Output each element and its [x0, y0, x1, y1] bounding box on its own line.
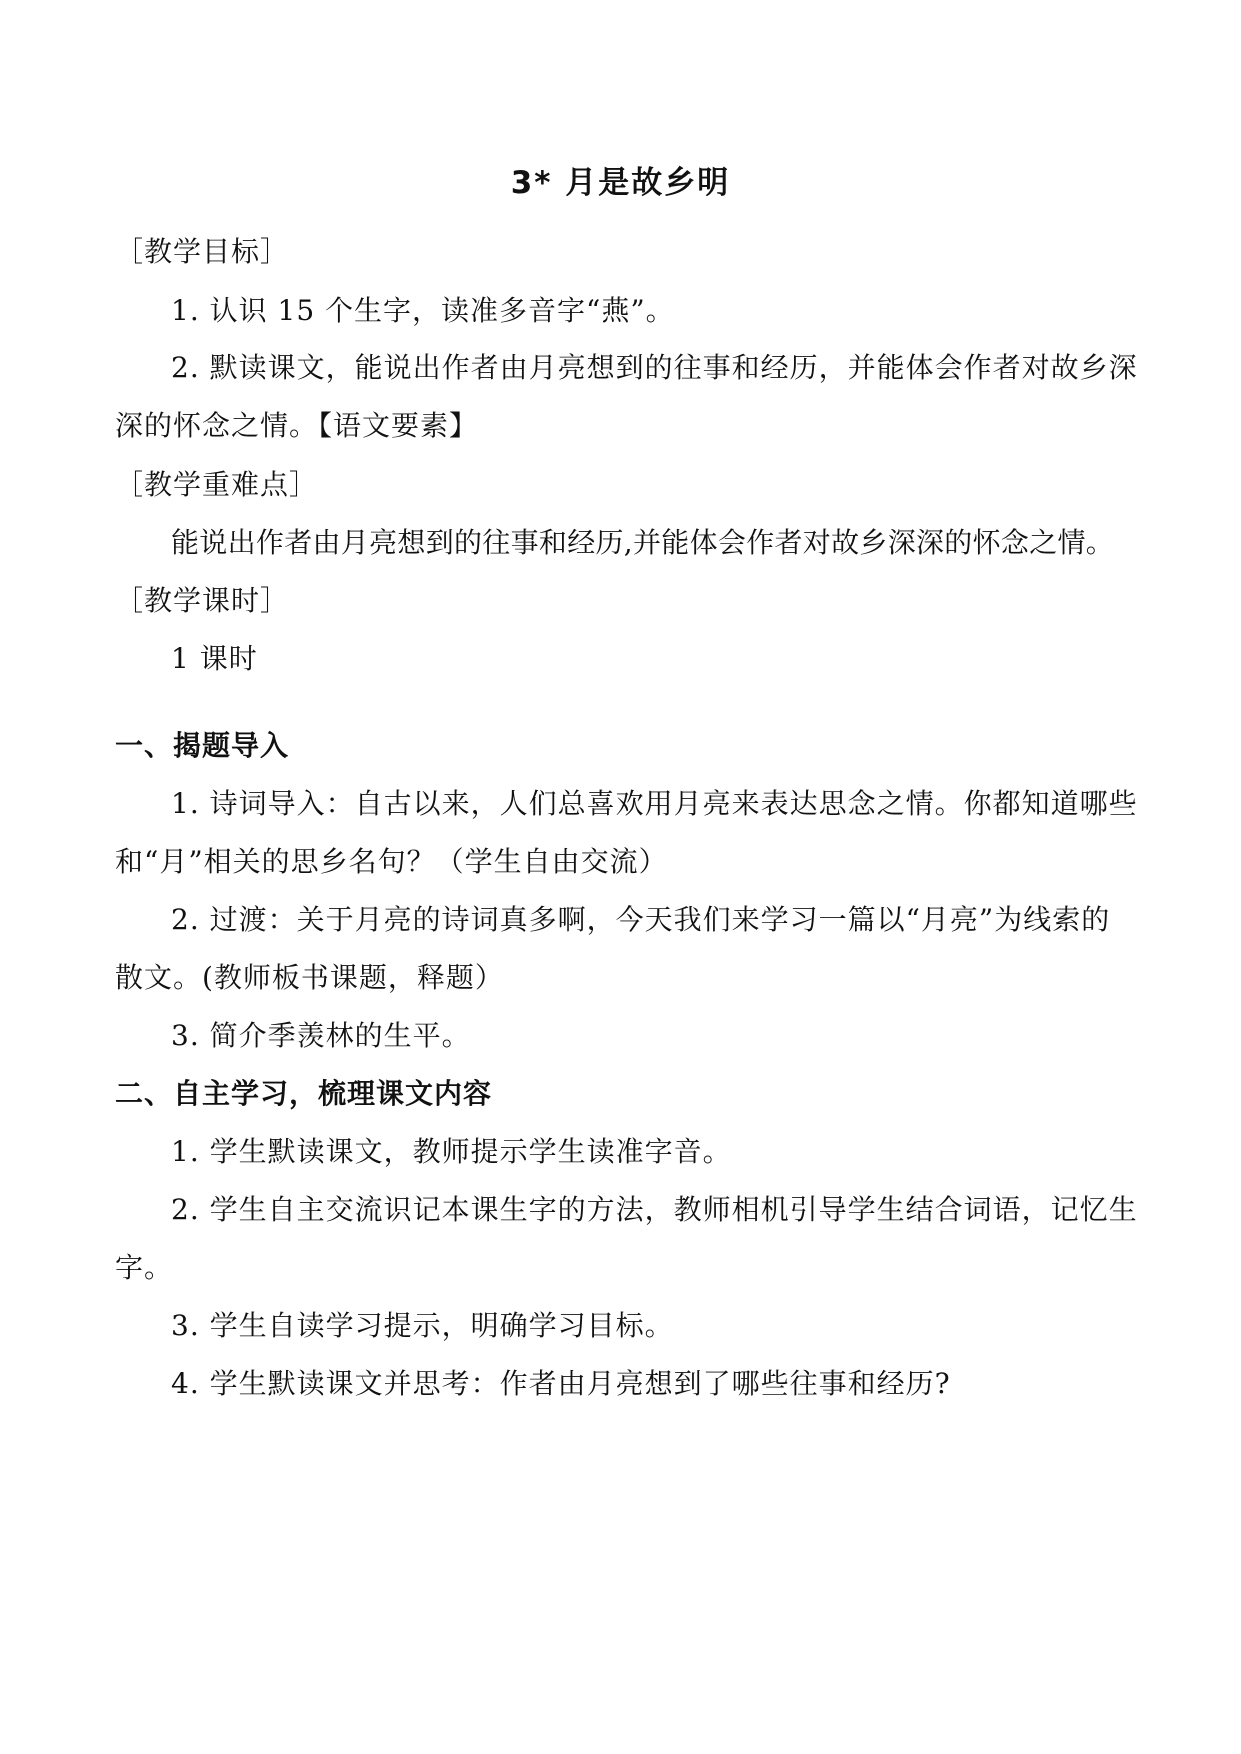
part-2-item-2-line-1: 2. 学生自主交流识记本课生字的方法，教师相机引导学生结合词语，记忆生: [171, 1193, 1138, 1226]
periods-text: 1 课时: [171, 642, 258, 675]
objective-item-1: 1. 认识 15 个生字，读准多音字“燕”。: [171, 294, 675, 327]
part-1-item-1-line-1: 1. 诗词导入：自古以来，人们总喜欢用月亮来表达思念之情。你都知道哪些: [171, 787, 1138, 820]
keypoints-text: 能说出作者由月亮想到的往事和经历,并能体会作者对故乡深深的怀念之情。: [171, 526, 1115, 559]
part-2-heading: 二、自主学习，梳理课文内容: [115, 1077, 493, 1110]
part-1-item-3: 3. 简介季羡林的生平。: [171, 1019, 471, 1052]
part-2-item-2-line-2: 字。: [115, 1251, 174, 1284]
section-heading-objectives: ［教学目标］: [115, 235, 290, 268]
part-2-item-3: 3. 学生自读学习提示，明确学习目标。: [171, 1309, 674, 1342]
document-title: 3* 月是故乡明: [510, 165, 731, 201]
objective-item-2-line-1: 2. 默读课文，能说出作者由月亮想到的往事和经历，并能体会作者对故乡深: [171, 351, 1138, 384]
part-2-item-1: 1. 学生默读课文，教师提示学生读准字音。: [171, 1135, 732, 1168]
objective-item-2-line-2: 深的怀念之情。【语文要素】: [115, 409, 479, 442]
part-1-heading: 一、揭题导入: [115, 729, 290, 762]
part-1-item-2-line-2: 散文。(教师板书课题，释题）: [115, 961, 504, 994]
section-heading-keypoints: ［教学重难点］: [115, 468, 319, 501]
section-heading-periods: ［教学课时］: [115, 584, 290, 617]
part-1-item-2-line-1: 2. 过渡：关于月亮的诗词真多啊，今天我们来学习一篇以“月亮”为线索的: [171, 903, 1111, 936]
part-2-item-4: 4. 学生默读课文并思考：作者由月亮想到了哪些往事和经历?: [171, 1367, 951, 1400]
part-1-item-1-line-2: 和“月”相关的思乡名句？（学生自由交流）: [115, 845, 668, 878]
